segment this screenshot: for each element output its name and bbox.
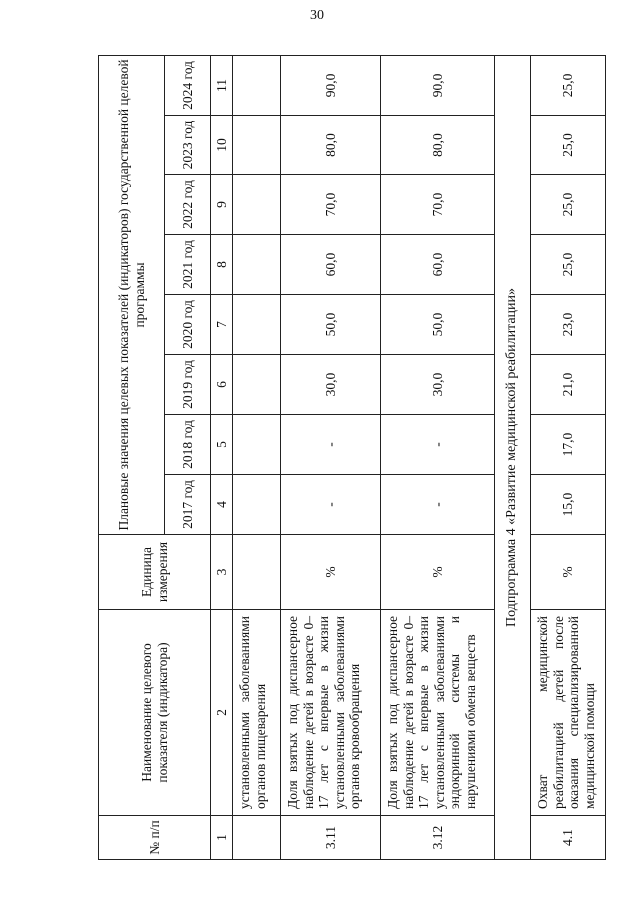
subprogram-title: Подпрограмма 4 «Развитие медицинской реабилитации»: [495, 55, 531, 859]
subprogram-row: [495, 55, 531, 859]
index-cell: 6: [211, 355, 233, 415]
row-value: 25,0: [531, 235, 606, 295]
row-value: 15,0: [531, 475, 606, 535]
row-value: 60,0: [381, 235, 495, 295]
row-value: -: [281, 475, 381, 535]
index-cell: 7: [211, 295, 233, 355]
continuation-value: [233, 295, 281, 355]
row-value: 90,0: [381, 55, 495, 115]
index-cell: 10: [211, 116, 233, 175]
index-cell: 11: [211, 55, 233, 115]
row-value: 50,0: [281, 295, 381, 355]
continuation-unit: [233, 535, 281, 610]
header-planned: Плановые значения целевых показателей (индикаторов) государственной целевой программы: [99, 55, 165, 534]
header-num: № п/п: [99, 816, 211, 860]
table-row: [531, 55, 606, 859]
year-2017: 2017 год: [165, 475, 211, 535]
year-2022: 2022 год: [165, 175, 211, 235]
year-2019: 2019 год: [165, 355, 211, 415]
table-row: [281, 55, 381, 859]
continuation-value: [233, 415, 281, 475]
row-value: 50,0: [381, 295, 495, 355]
continuation-name: установленными заболеваниями органов пищеварения: [233, 610, 281, 816]
page-number: 30: [310, 8, 324, 23]
row-value: 60,0: [281, 235, 381, 295]
index-cell: 2: [211, 610, 233, 816]
row-name: Охват медицинской реабилитацией детей после оказания специализированной медицинской помощи: [531, 610, 606, 816]
index-cell: 8: [211, 235, 233, 295]
row-value: -: [381, 415, 495, 475]
year-2024: 2024 год: [165, 55, 211, 115]
year-2018: 2018 год: [165, 415, 211, 475]
continuation-value: [233, 235, 281, 295]
row-value: 21,0: [531, 355, 606, 415]
row-value: -: [281, 415, 381, 475]
continuation-value: [233, 116, 281, 175]
year-2021: 2021 год: [165, 235, 211, 295]
index-cell: 4: [211, 475, 233, 535]
indicators-table: [98, 55, 606, 860]
row-num: 4.1: [531, 816, 606, 860]
row-value: 90,0: [281, 55, 381, 115]
rotated-table-area: [98, 56, 605, 860]
row-value: 25,0: [531, 116, 606, 175]
row-unit: %: [531, 535, 606, 610]
row-value: 23,0: [531, 295, 606, 355]
row-value: 30,0: [381, 355, 495, 415]
row-name: Доля взятых под диспансерное наблюдение детей в возрасте 0–17 лет с впервые в жизни установленными заболеваниями эндокринной системы и нарушениями обмена веществ: [381, 610, 495, 816]
continuation-num: [233, 816, 281, 860]
index-row: [211, 55, 233, 859]
rotated-table-wrapper: [98, 56, 605, 860]
continuation-row: [233, 55, 281, 859]
row-value: 25,0: [531, 175, 606, 235]
row-value: 25,0: [531, 55, 606, 115]
row-value: 30,0: [281, 355, 381, 415]
header-unit: Единица измерения: [99, 535, 211, 610]
year-2023: 2023 год: [165, 116, 211, 175]
index-cell: 9: [211, 175, 233, 235]
row-value: 17,0: [531, 415, 606, 475]
row-unit: %: [281, 535, 381, 610]
row-unit: %: [381, 535, 495, 610]
continuation-value: [233, 475, 281, 535]
header-row: [99, 55, 165, 859]
continuation-value: [233, 175, 281, 235]
table-row: [381, 55, 495, 859]
index-cell: 5: [211, 415, 233, 475]
row-num: 3.12: [381, 816, 495, 860]
row-num: 3.11: [281, 816, 381, 860]
row-value: 80,0: [381, 116, 495, 175]
continuation-value: [233, 55, 281, 115]
header-name: Наименование целевого показателя (индикатора): [99, 610, 211, 816]
row-value: 70,0: [381, 175, 495, 235]
row-value: 70,0: [281, 175, 381, 235]
year-2020: 2020 год: [165, 295, 211, 355]
row-value: 80,0: [281, 116, 381, 175]
index-cell: 1: [211, 816, 233, 860]
row-name: Доля взятых под диспансерное наблюдение детей в возрасте 0–17 лет с впервые в жизни установленными заболеваниями органов кровообращения: [281, 610, 381, 816]
continuation-value: [233, 355, 281, 415]
index-cell: 3: [211, 535, 233, 610]
row-value: -: [381, 475, 495, 535]
